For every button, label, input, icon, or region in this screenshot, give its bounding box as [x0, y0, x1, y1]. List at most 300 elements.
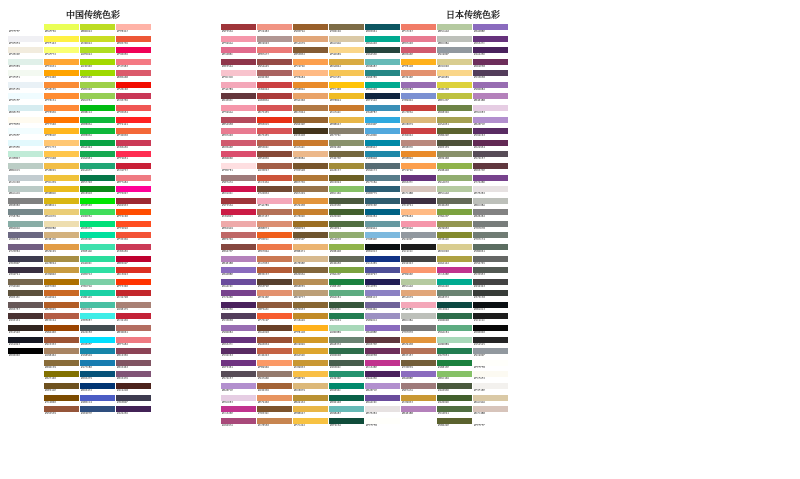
color-swatch: [80, 93, 115, 103]
swatch-hex-label: #C32136: [117, 319, 128, 323]
swatch-hex-label: #FFFBF0: [9, 122, 20, 126]
swatch-hex-label: #3DE1AD: [81, 249, 92, 253]
swatch-hex-label: #6E552F: [294, 238, 305, 242]
color-swatch: [401, 221, 436, 231]
swatch-hex-label: #B35C44: [45, 319, 56, 323]
swatch-hex-label: #B5495B: [222, 122, 233, 126]
color-swatch: [437, 221, 472, 231]
color-swatch: [257, 348, 292, 358]
color-swatch: [401, 198, 436, 208]
color-swatch: [473, 325, 508, 335]
swatch-hex-label: #113285: [366, 261, 377, 265]
swatch-hex-label: #876633: [294, 307, 305, 311]
swatch-hex-label: #FFB61E: [45, 134, 56, 138]
color-swatch: [365, 105, 400, 115]
color-swatch: [473, 186, 508, 196]
color-swatch: [293, 406, 328, 416]
swatch-hex-label: #E87A90: [402, 41, 413, 45]
jp-column: [293, 24, 328, 428]
color-swatch: [116, 232, 151, 242]
color-swatch: [44, 221, 79, 231]
color-swatch: [473, 290, 508, 300]
color-swatch: [221, 151, 256, 161]
color-swatch: [80, 209, 115, 219]
swatch-hex-label: #B5CAA0: [438, 192, 449, 196]
color-swatch: [257, 186, 292, 196]
swatch-hex-label: #00E09E: [81, 238, 92, 242]
swatch-hex-label: #60373E: [474, 168, 485, 172]
swatch-hex-label: #00896C: [330, 388, 341, 392]
swatch-hex-label: #D7C4BB: [402, 192, 413, 196]
swatch-hex-label: #1C1C1C: [474, 319, 485, 323]
color-swatch: [401, 313, 436, 323]
swatch-hex-label: #F596AA: [222, 111, 233, 115]
color-swatch: [293, 232, 328, 242]
color-swatch: [221, 325, 256, 335]
color-swatch: [293, 221, 328, 231]
color-swatch: [293, 418, 328, 428]
swatch-hex-label: #C0EBD7: [9, 157, 20, 161]
color-swatch: [473, 302, 508, 312]
swatch-hex-label: #E1A679: [294, 41, 305, 45]
swatch-hex-label: #C1328E: [222, 412, 233, 416]
color-swatch: [293, 371, 328, 381]
color-swatch: [8, 24, 43, 34]
swatch-hex-label: #82663A: [294, 273, 305, 277]
swatch-hex-label: #D3B17D: [45, 238, 56, 242]
color-swatch: [8, 59, 43, 69]
swatch-hex-label: #C78550: [258, 423, 269, 427]
japanese-colors-title: 日本传统色彩: [446, 11, 501, 21]
color-swatch: [221, 395, 256, 405]
color-swatch: [44, 279, 79, 289]
swatch-hex-label: #FCFAF2: [474, 377, 485, 381]
color-swatch: [44, 395, 79, 405]
swatch-hex-label: #7B90D2: [402, 99, 413, 103]
color-swatch: [473, 221, 508, 231]
jp-column: [221, 24, 256, 428]
color-swatch: [365, 82, 400, 92]
swatch-hex-label: #88ADA6: [9, 226, 20, 230]
color-swatch: [44, 360, 79, 370]
swatch-hex-label: #F9BF45: [294, 377, 305, 381]
color-swatch: [437, 117, 472, 127]
swatch-hex-label: #574C57: [474, 157, 485, 161]
color-swatch: [437, 406, 472, 416]
color-swatch: [44, 82, 79, 92]
color-swatch: [221, 337, 256, 347]
swatch-hex-label: #FAFF72: [45, 53, 56, 57]
color-swatch: [293, 163, 328, 173]
color-swatch: [44, 209, 79, 219]
color-swatch: [44, 406, 79, 416]
swatch-hex-label: #FF0097: [117, 192, 128, 196]
swatch-hex-label: #F4A7B9: [222, 87, 233, 91]
color-swatch: [80, 395, 115, 405]
swatch-hex-label: #FF8936: [45, 111, 56, 115]
color-swatch: [221, 140, 256, 150]
swatch-hex-label: #D19826: [294, 342, 305, 346]
swatch-hex-label: #FF8C31: [45, 99, 56, 103]
swatch-hex-label: #493131: [9, 319, 20, 323]
swatch-hex-label: #26453D: [366, 53, 377, 57]
color-swatch: [293, 198, 328, 208]
color-swatch: [473, 117, 508, 127]
swatch-hex-label: #B25D25: [45, 307, 56, 311]
color-swatch: [401, 371, 436, 381]
color-swatch: [401, 82, 436, 92]
color-swatch: [365, 209, 400, 219]
swatch-hex-label: #A5A051: [438, 122, 449, 126]
color-swatch: [365, 198, 400, 208]
color-swatch: [221, 406, 256, 416]
swatch-hex-label: #434343: [474, 284, 485, 288]
swatch-hex-label: #896C39: [45, 365, 56, 369]
swatch-hex-label: #E3916E: [402, 76, 413, 80]
color-swatch: [365, 47, 400, 57]
color-swatch: [329, 93, 364, 103]
color-swatch: [401, 325, 436, 335]
swatch-hex-label: #211E55: [366, 284, 377, 288]
color-swatch: [365, 151, 400, 161]
color-swatch: [221, 175, 256, 185]
color-swatch: [329, 47, 364, 57]
swatch-hex-label: #DAC9A6: [330, 41, 341, 45]
color-swatch: [293, 128, 328, 138]
swatch-hex-label: #855B32: [294, 53, 305, 57]
color-swatch: [329, 267, 364, 277]
color-swatch: [365, 244, 400, 254]
swatch-hex-label: #939650: [438, 226, 449, 230]
swatch-hex-label: #B5CAA0: [438, 30, 449, 33]
swatch-hex-label: #16A951: [81, 157, 92, 161]
color-swatch: [293, 279, 328, 289]
swatch-hex-label: #8C4356: [117, 354, 128, 358]
color-swatch: [329, 209, 364, 219]
color-swatch: [329, 325, 364, 335]
swatch-hex-label: #B28FCE: [474, 122, 485, 126]
color-swatch: [8, 198, 43, 208]
swatch-hex-label: #FFB3A7: [117, 30, 128, 33]
swatch-hex-label: #F0C239: [45, 180, 56, 184]
swatch-hex-label: #DB4D6D: [222, 157, 233, 161]
color-swatch: [257, 117, 292, 127]
color-swatch: [257, 267, 292, 277]
swatch-hex-label: #F4A7B9: [402, 307, 413, 311]
swatch-hex-label: #9E7A7A: [402, 388, 413, 392]
swatch-hex-label: #0089A7: [366, 145, 377, 149]
color-swatch: [257, 36, 292, 46]
swatch-hex-label: #986DB2: [222, 331, 233, 335]
color-swatch: [257, 24, 292, 34]
color-swatch: [293, 256, 328, 266]
color-swatch: [257, 140, 292, 150]
color-swatch: [365, 325, 400, 335]
swatch-hex-label: #C18A26: [294, 319, 305, 323]
swatch-hex-label: #4E4F97: [366, 273, 377, 277]
swatch-hex-label: #3D3B4F: [117, 400, 128, 404]
swatch-hex-label: #F3F1EE: [474, 388, 485, 392]
swatch-hex-label: #A3D900: [81, 64, 92, 68]
swatch-hex-label: #0B1013: [474, 307, 485, 311]
swatch-hex-label: #CB3A56: [117, 249, 128, 253]
jp-column: [437, 24, 472, 428]
swatch-hex-label: #C99833: [402, 400, 413, 404]
swatch-hex-label: #6F3381: [222, 365, 233, 369]
color-swatch: [437, 232, 472, 242]
color-swatch: [44, 175, 79, 185]
swatch-hex-label: #8A6BBE: [474, 30, 485, 33]
swatch-hex-label: #F2ECDE: [9, 53, 20, 57]
swatch-hex-label: #9F353A: [222, 203, 233, 207]
swatch-hex-label: #CA7853: [258, 261, 269, 265]
color-swatch: [257, 418, 292, 428]
color-swatch: [44, 59, 79, 69]
swatch-hex-label: #F596AA: [222, 41, 233, 45]
color-swatch: [44, 383, 79, 393]
swatch-hex-label: #9B4400: [45, 331, 56, 335]
swatch-hex-label: #F0F0F4: [9, 41, 20, 45]
swatch-hex-label: #0EB83A: [81, 134, 92, 138]
color-swatch: [221, 348, 256, 358]
swatch-hex-label: #91989F: [438, 53, 449, 57]
swatch-hex-label: #E3916E: [258, 296, 269, 300]
color-swatch: [293, 93, 328, 103]
swatch-hex-label: #ECB88A: [294, 157, 305, 161]
swatch-hex-label: #DAC9A6: [474, 400, 485, 404]
swatch-hex-label: #4A593D: [330, 203, 341, 207]
color-swatch: [437, 290, 472, 300]
color-swatch: [116, 117, 151, 127]
swatch-hex-label: #0B1013: [366, 249, 377, 253]
swatch-hex-label: #75664D: [9, 284, 20, 288]
color-swatch: [401, 59, 436, 69]
color-swatch: [329, 105, 364, 115]
swatch-hex-label: #8E354A: [222, 64, 233, 68]
swatch-hex-label: #86473F: [222, 249, 233, 253]
swatch-hex-label: #7D532C: [258, 412, 269, 416]
color-swatch: [401, 186, 436, 196]
swatch-hex-label: #947A6D: [258, 377, 269, 381]
color-swatch: [473, 244, 508, 254]
swatch-hex-label: #854836: [258, 157, 269, 161]
swatch-hex-label: #A96360: [258, 76, 269, 80]
color-swatch: [365, 290, 400, 300]
swatch-hex-label: #F05E1C: [258, 238, 269, 242]
color-swatch: [365, 93, 400, 103]
swatch-hex-label: #986DB2: [402, 87, 413, 91]
swatch-hex-label: #FFFFFB: [474, 365, 485, 369]
swatch-hex-label: #4C221B: [117, 388, 128, 392]
swatch-hex-label: #86C166: [330, 192, 341, 196]
swatch-hex-label: #8A6BBE: [402, 377, 413, 381]
swatch-hex-label: #AE7000: [45, 284, 56, 288]
color-swatch: [329, 140, 364, 150]
color-swatch: [221, 279, 256, 289]
color-swatch: [44, 140, 79, 150]
swatch-hex-label: #787878: [402, 331, 413, 335]
color-swatch: [293, 395, 328, 405]
color-swatch: [473, 105, 508, 115]
swatch-hex-label: #00E500: [81, 203, 92, 207]
color-swatch: [293, 244, 328, 254]
swatch-hex-label: #66BAB7: [330, 412, 341, 416]
color-swatch: [221, 186, 256, 196]
color-swatch: [80, 325, 115, 335]
swatch-hex-label: #1C1C1C: [402, 249, 413, 253]
swatch-hex-label: #B481BB: [402, 412, 413, 416]
color-swatch: [44, 128, 79, 138]
color-swatch: [8, 232, 43, 242]
swatch-hex-label: #BE002F: [117, 261, 128, 265]
swatch-hex-label: #FEDFE1: [222, 168, 233, 172]
swatch-hex-label: #F8C3CD: [222, 76, 233, 80]
color-swatch: [80, 279, 115, 289]
color-swatch: [221, 82, 256, 92]
color-swatch: [257, 47, 292, 57]
color-swatch: [365, 279, 400, 289]
color-swatch: [329, 36, 364, 46]
swatch-hex-label: #227D51: [438, 354, 449, 358]
swatch-hex-label: #096148: [330, 400, 341, 404]
color-swatch: [221, 70, 256, 80]
color-swatch: [257, 360, 292, 370]
swatch-hex-label: #F17C67: [402, 30, 413, 33]
color-swatch: [437, 128, 472, 138]
color-swatch: [80, 232, 115, 242]
color-swatch: [473, 175, 508, 185]
color-swatch: [293, 36, 328, 46]
swatch-hex-label: #B28FCE: [222, 388, 233, 392]
swatch-hex-label: #592C63: [474, 134, 485, 138]
color-swatch: [473, 279, 508, 289]
swatch-hex-label: #373C38: [474, 296, 485, 300]
swatch-hex-label: #EACD76: [45, 215, 56, 219]
swatch-hex-label: #E29C45: [45, 249, 56, 253]
color-swatch: [257, 221, 292, 231]
color-swatch: [116, 186, 151, 196]
color-swatch: [257, 105, 292, 115]
swatch-hex-label: #FC9F4D: [294, 64, 305, 68]
color-swatch: [365, 360, 400, 370]
swatch-hex-label: #2E5C6E: [366, 203, 377, 207]
swatch-hex-label: #91AD70: [438, 180, 449, 184]
color-swatch: [116, 105, 151, 115]
swatch-hex-label: #E8B647: [294, 412, 305, 416]
color-swatch: [365, 337, 400, 347]
swatch-hex-label: #B17844: [294, 111, 305, 115]
swatch-hex-label: #C91F37: [117, 168, 128, 172]
color-swatch: [257, 59, 292, 69]
swatch-hex-label: #C99833: [294, 365, 305, 369]
swatch-hex-label: #574C57: [222, 377, 233, 381]
color-swatch: [293, 348, 328, 358]
color-swatch: [44, 117, 79, 127]
swatch-hex-label: #FA8C35: [45, 87, 56, 91]
swatch-hex-label: #9ED048: [81, 87, 92, 91]
cn-column: [116, 24, 151, 416]
swatch-hex-label: #B19693: [258, 41, 269, 45]
chinese-colors-title: 中国传统色彩: [66, 11, 121, 21]
color-swatch: [401, 395, 436, 405]
swatch-hex-label: #827100: [45, 377, 56, 381]
color-swatch: [116, 140, 151, 150]
swatch-hex-label: #577C8A: [366, 180, 377, 184]
swatch-hex-label: #A8497A: [222, 423, 233, 427]
color-swatch: [437, 24, 472, 34]
swatch-hex-label: #F4A7B9: [258, 203, 269, 207]
swatch-hex-label: #BDC0BA: [474, 203, 485, 207]
color-swatch: [8, 175, 43, 185]
swatch-hex-label: #D9AB42: [330, 64, 341, 68]
swatch-hex-label: #E79460: [258, 400, 269, 404]
swatch-hex-label: #724832: [258, 192, 269, 196]
swatch-hex-label: #96632E: [294, 122, 305, 126]
color-swatch: [80, 383, 115, 393]
color-swatch: [329, 279, 364, 289]
swatch-hex-label: #D9B611: [45, 203, 56, 207]
swatch-hex-label: #66327C: [474, 41, 485, 45]
swatch-hex-label: #89916B: [330, 145, 341, 149]
color-swatch: [329, 70, 364, 80]
swatch-hex-label: #FF7500: [45, 122, 56, 126]
color-swatch: [401, 209, 436, 219]
swatch-hex-label: #7D6C46: [330, 30, 341, 33]
swatch-hex-label: #815476: [117, 377, 128, 381]
color-swatch: [8, 279, 43, 289]
color-swatch: [437, 105, 472, 115]
swatch-hex-label: #9B90C2: [366, 319, 377, 323]
swatch-hex-label: #6A4028: [258, 331, 269, 335]
color-swatch: [437, 36, 472, 46]
swatch-hex-label: #3EEDE7: [81, 319, 92, 323]
color-swatch: [44, 348, 79, 358]
swatch-hex-label: #CB4042: [258, 87, 269, 91]
swatch-hex-label: #B68E55: [294, 284, 305, 288]
color-swatch: [44, 325, 79, 335]
color-swatch: [116, 128, 151, 138]
swatch-hex-label: #312520: [9, 331, 20, 335]
swatch-hex-label: #60373E: [366, 342, 377, 346]
swatch-hex-label: #48C0A3: [81, 307, 92, 311]
color-swatch: [293, 209, 328, 219]
color-swatch: [293, 302, 328, 312]
swatch-hex-label: #D75455: [258, 134, 269, 138]
swatch-hex-label: #592C63: [222, 354, 233, 358]
swatch-hex-label: #F3F9F1: [9, 76, 20, 80]
color-swatch: [80, 117, 115, 127]
color-swatch: [116, 24, 151, 34]
swatch-hex-label: #B55D4C: [258, 145, 269, 149]
swatch-hex-label: #FFFFFB: [366, 423, 377, 427]
color-swatch: [8, 70, 43, 80]
color-swatch: [365, 24, 400, 34]
color-swatch: [473, 232, 508, 242]
swatch-hex-label: #CA7A2C: [294, 145, 305, 149]
swatch-hex-label: #8F5A3C: [258, 307, 269, 311]
color-swatch: [221, 36, 256, 46]
swatch-hex-label: #D0104C: [222, 192, 233, 196]
swatch-hex-label: #EEA9A9: [222, 226, 233, 230]
color-swatch: [44, 70, 79, 80]
swatch-hex-label: #FFFFFF: [9, 30, 20, 33]
swatch-hex-label: #6A8372: [330, 342, 341, 346]
swatch-hex-label: #DB8E71: [258, 226, 269, 230]
swatch-hex-label: #424C50: [81, 331, 92, 335]
color-swatch: [116, 302, 151, 312]
color-swatch: [437, 140, 472, 150]
swatch-hex-label: #EBB471: [294, 249, 305, 253]
